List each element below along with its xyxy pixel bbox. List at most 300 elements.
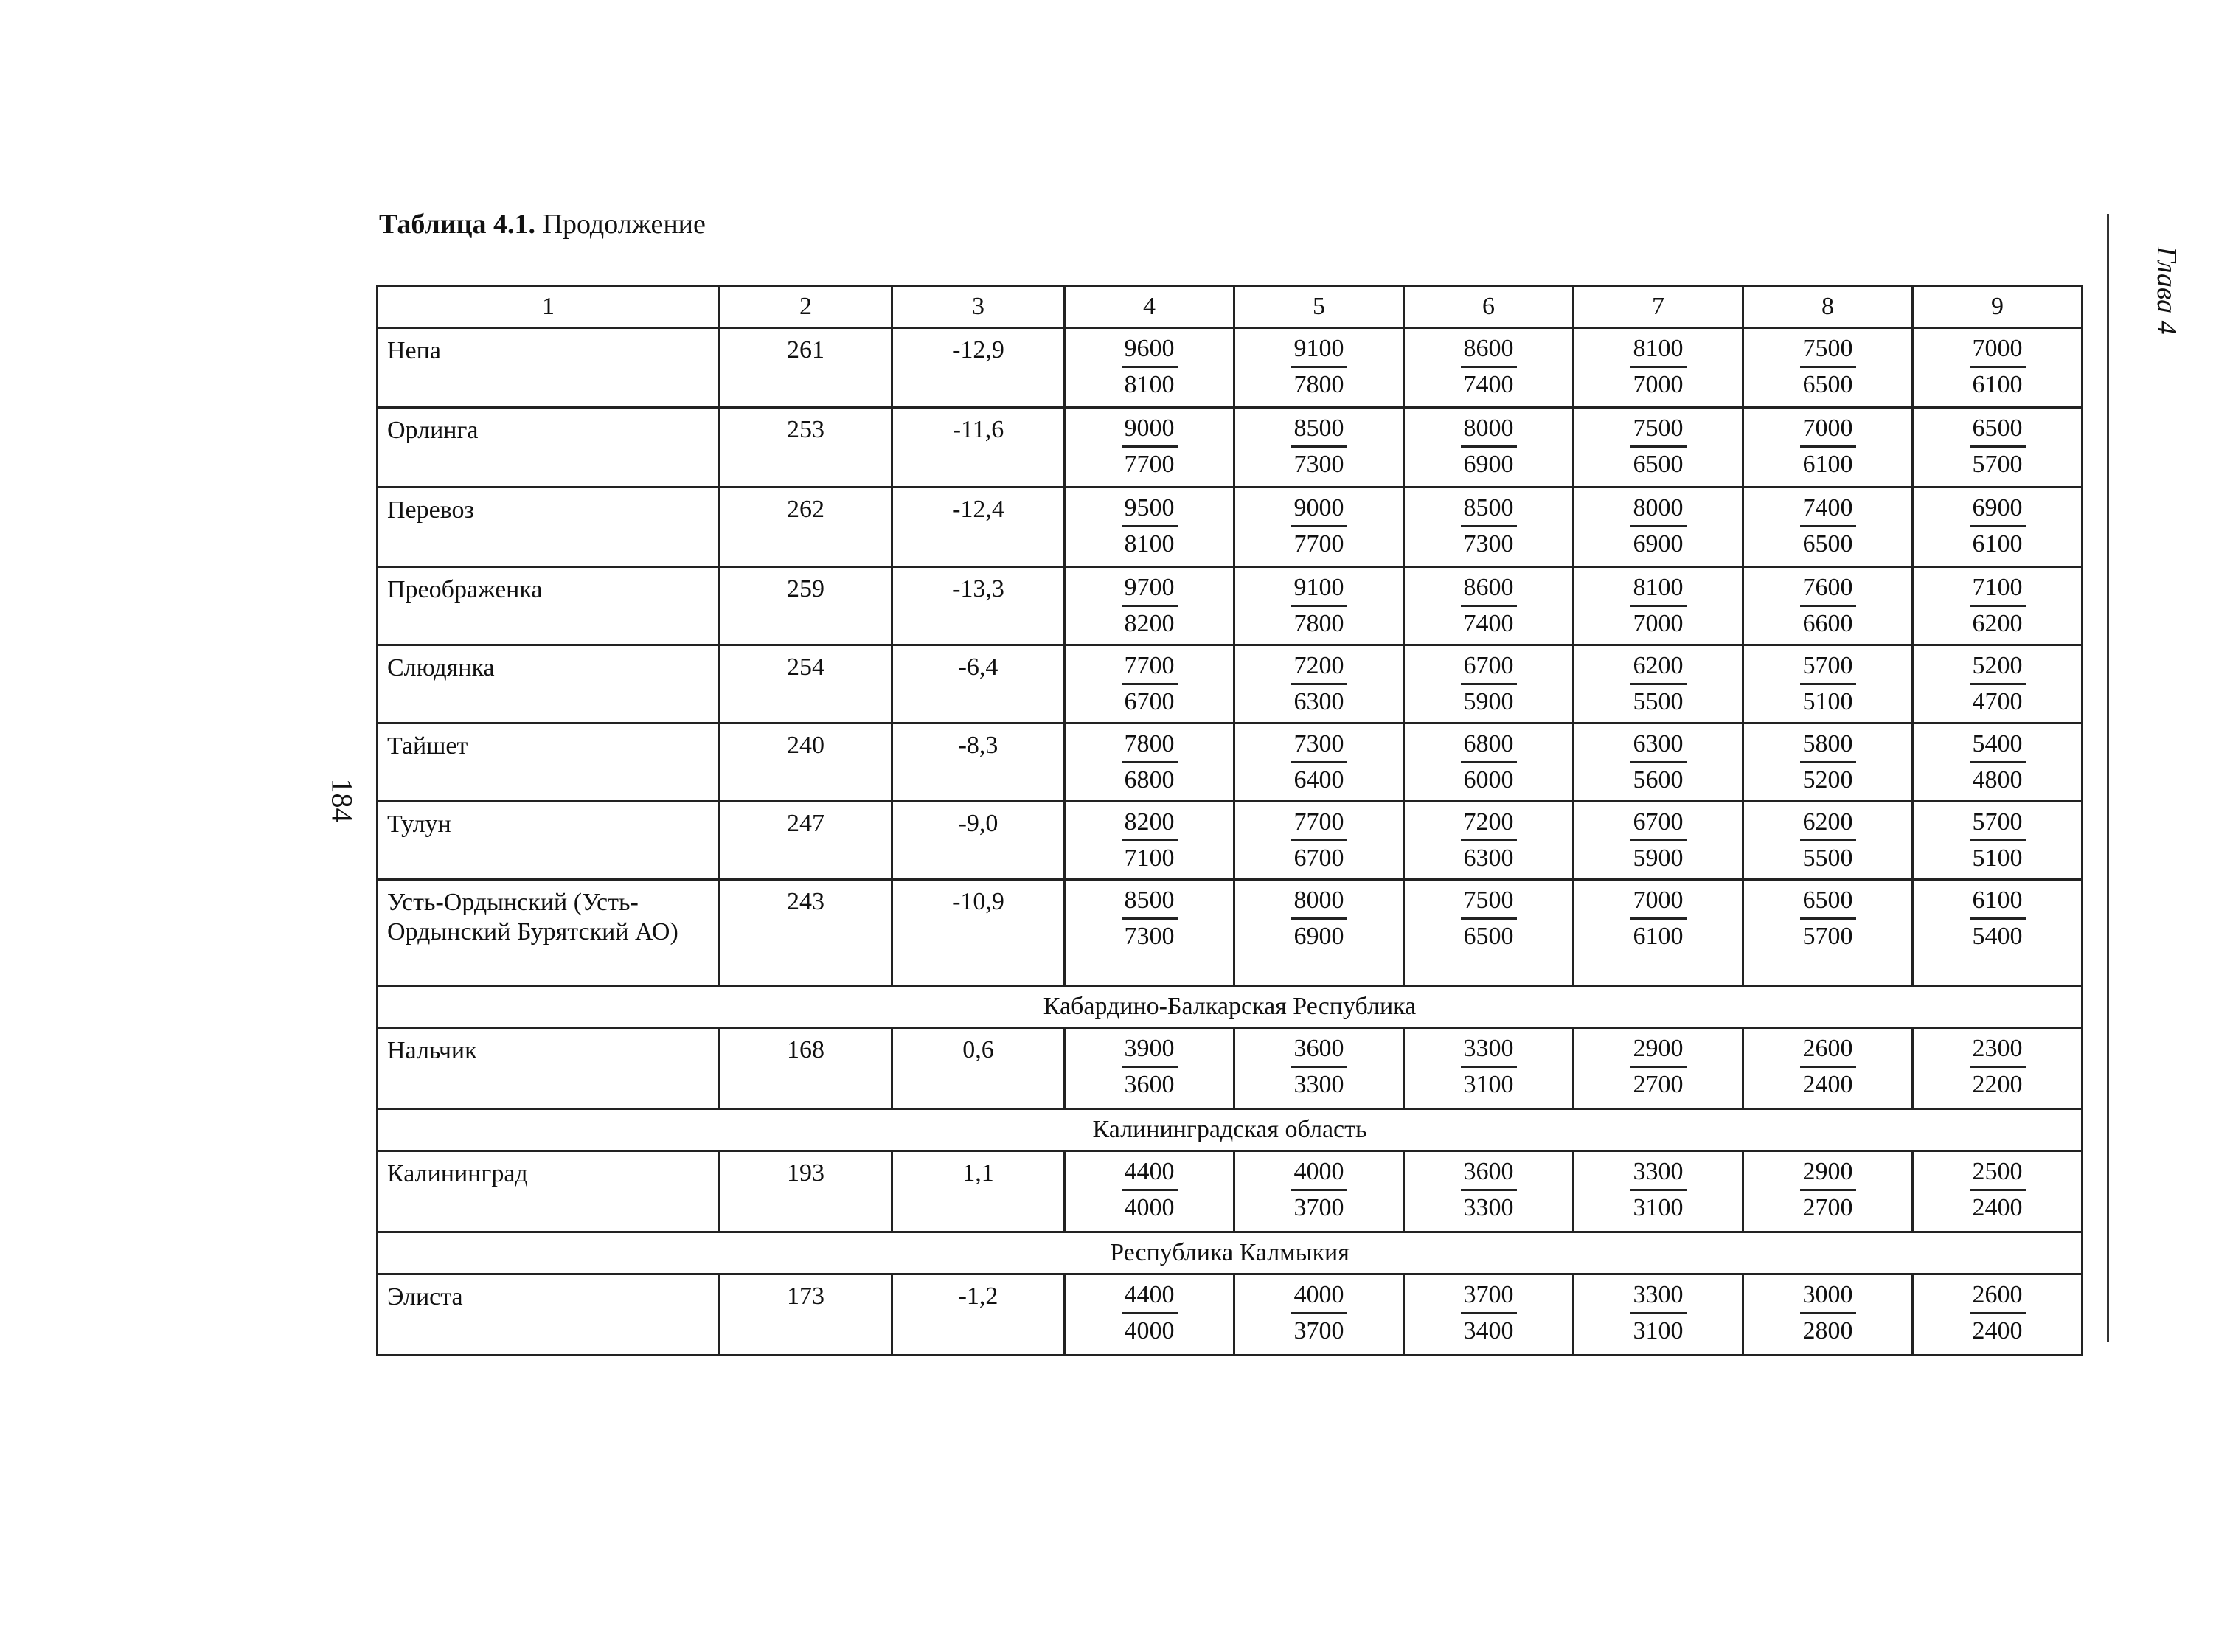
table-row <box>378 487 2083 567</box>
fraction-cell <box>1913 1274 2083 1356</box>
station-name: Непа <box>378 328 720 408</box>
fraction <box>1461 335 1517 399</box>
fraction-cell <box>1065 1028 1234 1109</box>
fraction-denominator: 7800 <box>1293 371 1344 398</box>
fraction <box>1630 652 1687 716</box>
value-col-3: -13,3 <box>892 567 1065 645</box>
fraction-denominator: 6500 <box>1802 530 1853 558</box>
fraction-numerator: 9500 <box>1122 494 1178 527</box>
fraction-cell <box>1065 1274 1234 1356</box>
fraction-cell <box>1404 328 1574 408</box>
fraction-cell <box>1743 1151 1913 1232</box>
fraction-cell <box>1065 802 1234 880</box>
value-col-2: 253 <box>720 408 892 487</box>
fraction-cell <box>1404 645 1574 723</box>
fraction-numerator: 5400 <box>1970 730 2026 763</box>
value-col-2: 247 <box>720 802 892 880</box>
fraction-denominator: 3100 <box>1463 1071 1514 1098</box>
region-row <box>378 986 2083 1028</box>
fraction <box>1970 808 2026 872</box>
fraction-numerator: 8500 <box>1122 886 1178 920</box>
fraction-denominator: 2800 <box>1802 1317 1853 1344</box>
fraction-denominator: 2400 <box>1972 1194 2023 1221</box>
fraction-numerator: 7400 <box>1800 494 1856 527</box>
fraction-numerator: 5700 <box>1800 652 1856 685</box>
fraction <box>1800 1158 1856 1222</box>
fraction <box>1461 414 1517 479</box>
fraction-numerator: 6100 <box>1970 886 2026 920</box>
fraction-denominator: 4700 <box>1972 688 2023 715</box>
fraction-denominator: 7300 <box>1463 530 1514 558</box>
fraction-cell <box>1743 802 1913 880</box>
column-header: 3 <box>892 286 1065 328</box>
fraction-numerator: 2600 <box>1970 1281 2026 1314</box>
fraction-denominator: 3100 <box>1633 1317 1684 1344</box>
fraction-denominator: 3300 <box>1463 1194 1514 1221</box>
fraction <box>1800 1281 1856 1345</box>
table-row <box>378 1028 2083 1109</box>
column-header: 5 <box>1234 286 1404 328</box>
fraction <box>1630 335 1687 399</box>
value-col-3: -6,4 <box>892 645 1065 723</box>
fraction-denominator: 7800 <box>1293 610 1344 637</box>
fraction <box>1630 808 1687 872</box>
fraction-denominator: 5100 <box>1802 688 1853 715</box>
column-header: 8 <box>1743 286 1913 328</box>
fraction-cell <box>1404 802 1574 880</box>
station-name: Нальчик <box>378 1028 720 1109</box>
table-row <box>378 1151 2083 1232</box>
fraction-cell <box>1065 487 1234 567</box>
fraction-cell <box>1065 880 1234 986</box>
fraction-cell <box>1234 328 1404 408</box>
fraction-cell <box>1743 1274 1913 1356</box>
fraction-denominator: 6900 <box>1633 530 1684 558</box>
fraction-denominator: 4000 <box>1124 1194 1175 1221</box>
fraction-denominator: 6600 <box>1802 610 1853 637</box>
fraction-denominator: 2700 <box>1633 1071 1684 1098</box>
fraction-denominator: 6300 <box>1293 688 1344 715</box>
value-col-3: -9,0 <box>892 802 1065 880</box>
fraction-denominator: 6500 <box>1633 451 1684 478</box>
table-row <box>378 408 2083 487</box>
fraction-denominator: 6100 <box>1972 530 2023 558</box>
fraction <box>1122 652 1178 716</box>
fraction-numerator: 3600 <box>1291 1035 1347 1068</box>
fraction <box>1800 335 1856 399</box>
fraction <box>1630 1035 1687 1099</box>
fraction-numerator: 9700 <box>1122 574 1178 607</box>
fraction-cell <box>1065 408 1234 487</box>
fraction <box>1970 1035 2026 1099</box>
fraction-cell <box>1913 723 2083 802</box>
fraction-numerator: 3300 <box>1630 1158 1687 1191</box>
fraction <box>1461 494 1517 558</box>
fraction-denominator: 2700 <box>1802 1194 1853 1221</box>
chapter-rule <box>2107 214 2109 1342</box>
fraction-cell <box>1743 723 1913 802</box>
fraction-cell <box>1574 880 1743 986</box>
fraction-denominator: 7000 <box>1633 610 1684 637</box>
station-name: Калининград <box>378 1151 720 1232</box>
fraction <box>1630 886 1687 951</box>
fraction <box>1122 1281 1178 1345</box>
fraction-denominator: 3100 <box>1633 1194 1684 1221</box>
fraction-numerator: 7500 <box>1461 886 1517 920</box>
fraction-denominator: 6300 <box>1463 844 1514 872</box>
column-header: 9 <box>1913 286 2083 328</box>
fraction-numerator: 7600 <box>1800 574 1856 607</box>
fraction <box>1970 1281 2026 1345</box>
fraction-numerator: 6800 <box>1461 730 1517 763</box>
fraction <box>1630 574 1687 638</box>
table-row <box>378 880 2083 986</box>
fraction-cell <box>1234 1274 1404 1356</box>
fraction <box>1291 574 1347 638</box>
table-row <box>378 802 2083 880</box>
fraction <box>1291 335 1347 399</box>
fraction <box>1970 574 2026 638</box>
fraction <box>1461 1035 1517 1099</box>
station-name: Тайшет <box>378 723 720 802</box>
fraction-denominator: 3600 <box>1124 1071 1175 1098</box>
value-col-2: 259 <box>720 567 892 645</box>
column-header: 7 <box>1574 286 1743 328</box>
fraction-denominator: 5700 <box>1802 923 1853 950</box>
fraction-denominator: 6200 <box>1972 610 2023 637</box>
fraction-cell <box>1065 567 1234 645</box>
fraction-denominator: 6100 <box>1802 451 1853 478</box>
fraction <box>1800 652 1856 716</box>
value-col-3: -12,4 <box>892 487 1065 567</box>
fraction-numerator: 3000 <box>1800 1281 1856 1314</box>
chapter-label: Глава 4 <box>2151 246 2182 335</box>
fraction-cell <box>1234 723 1404 802</box>
fraction-denominator: 7400 <box>1463 371 1514 398</box>
fraction <box>1291 730 1347 794</box>
fraction-numerator: 3300 <box>1630 1281 1687 1314</box>
fraction-cell <box>1913 328 2083 408</box>
fraction-numerator: 8600 <box>1461 574 1517 607</box>
fraction-numerator: 4000 <box>1291 1158 1347 1191</box>
column-header: 6 <box>1404 286 1574 328</box>
fraction-denominator: 7300 <box>1124 923 1175 950</box>
fraction-denominator: 3700 <box>1293 1194 1344 1221</box>
fraction-cell <box>1234 880 1404 986</box>
fraction-denominator: 7700 <box>1124 451 1175 478</box>
fraction-denominator: 5500 <box>1802 844 1853 872</box>
fraction-cell <box>1913 408 2083 487</box>
fraction-numerator: 9600 <box>1122 335 1178 368</box>
fraction-denominator: 6800 <box>1124 766 1175 794</box>
fraction <box>1122 1158 1178 1222</box>
fraction-numerator: 8200 <box>1122 808 1178 841</box>
fraction-numerator: 4400 <box>1122 1281 1178 1314</box>
fraction-cell <box>1574 645 1743 723</box>
fraction-numerator: 2500 <box>1970 1158 2026 1191</box>
fraction-cell <box>1743 645 1913 723</box>
fraction-cell <box>1743 487 1913 567</box>
fraction-cell <box>1234 487 1404 567</box>
fraction-cell <box>1574 487 1743 567</box>
fraction <box>1122 730 1178 794</box>
fraction-denominator: 3300 <box>1293 1071 1344 1098</box>
fraction-numerator: 8500 <box>1461 494 1517 527</box>
fraction-numerator: 3900 <box>1122 1035 1178 1068</box>
page-number: 184 <box>325 778 359 823</box>
fraction-cell <box>1574 1274 1743 1356</box>
fraction-numerator: 6200 <box>1630 652 1687 685</box>
fraction <box>1122 1035 1178 1099</box>
fraction-numerator: 9100 <box>1291 574 1347 607</box>
value-col-2: 173 <box>720 1274 892 1356</box>
fraction-numerator: 6200 <box>1800 808 1856 841</box>
fraction <box>1800 574 1856 638</box>
fraction-cell <box>1404 723 1574 802</box>
value-col-2: 261 <box>720 328 892 408</box>
fraction-numerator: 2300 <box>1970 1035 2026 1068</box>
fraction-numerator: 8000 <box>1461 414 1517 448</box>
fraction-numerator: 7500 <box>1800 335 1856 368</box>
fraction-cell <box>1574 802 1743 880</box>
fraction <box>1970 1158 2026 1222</box>
region-row <box>378 1232 2083 1274</box>
region-row <box>378 1109 2083 1151</box>
station-name: Преображенка <box>378 567 720 645</box>
fraction-denominator: 2200 <box>1972 1071 2023 1098</box>
fraction <box>1970 730 2026 794</box>
value-col-3: -11,6 <box>892 408 1065 487</box>
fraction <box>1122 414 1178 479</box>
fraction-numerator: 5700 <box>1970 808 2026 841</box>
fraction-numerator: 7000 <box>1630 886 1687 920</box>
fraction-denominator: 6400 <box>1293 766 1344 794</box>
fraction-numerator: 7500 <box>1630 414 1687 448</box>
fraction-cell <box>1574 1151 1743 1232</box>
fraction <box>1122 886 1178 951</box>
fraction-cell <box>1913 802 2083 880</box>
fraction-denominator: 6500 <box>1463 923 1514 950</box>
fraction-numerator: 6700 <box>1461 652 1517 685</box>
value-col-2: 254 <box>720 645 892 723</box>
fraction-denominator: 6000 <box>1463 766 1514 794</box>
fraction-numerator: 4400 <box>1122 1158 1178 1191</box>
fraction <box>1630 1281 1687 1345</box>
fraction-denominator: 4000 <box>1124 1317 1175 1344</box>
fraction-cell <box>1574 567 1743 645</box>
fraction <box>1630 730 1687 794</box>
value-col-3: -12,9 <box>892 328 1065 408</box>
fraction-numerator: 7700 <box>1291 808 1347 841</box>
fraction <box>1800 730 1856 794</box>
value-col-2: 240 <box>720 723 892 802</box>
fraction-cell <box>1234 408 1404 487</box>
fraction-numerator: 8100 <box>1630 335 1687 368</box>
fraction <box>1800 886 1856 951</box>
fraction <box>1291 652 1347 716</box>
fraction <box>1122 574 1178 638</box>
fraction-numerator: 5800 <box>1800 730 1856 763</box>
fraction <box>1800 1035 1856 1099</box>
value-col-3: -1,2 <box>892 1274 1065 1356</box>
fraction-denominator: 6900 <box>1293 923 1344 950</box>
fraction-numerator: 7800 <box>1122 730 1178 763</box>
fraction-denominator: 6900 <box>1463 451 1514 478</box>
fraction-numerator: 7200 <box>1461 808 1517 841</box>
value-col-2: 168 <box>720 1028 892 1109</box>
fraction-cell <box>1234 645 1404 723</box>
fraction-numerator: 3300 <box>1461 1035 1517 1068</box>
fraction-numerator: 7100 <box>1970 574 2026 607</box>
fraction-denominator: 5900 <box>1463 688 1514 715</box>
fraction-numerator: 9000 <box>1291 494 1347 527</box>
fraction-cell <box>1574 723 1743 802</box>
fraction-denominator: 6100 <box>1972 371 2023 398</box>
fraction-numerator: 6500 <box>1970 414 2026 448</box>
fraction-denominator: 4800 <box>1972 766 2023 794</box>
fraction-numerator: 7300 <box>1291 730 1347 763</box>
fraction <box>1291 1281 1347 1345</box>
region-name: Республика Калмыкия <box>378 1232 2083 1274</box>
fraction-cell <box>1234 802 1404 880</box>
value-col-3: 0,6 <box>892 1028 1065 1109</box>
fraction-cell <box>1065 328 1234 408</box>
fraction <box>1291 886 1347 951</box>
fraction-cell <box>1404 567 1574 645</box>
fraction <box>1970 414 2026 479</box>
table-row <box>378 1274 2083 1356</box>
fraction-numerator: 2900 <box>1800 1158 1856 1191</box>
fraction-numerator: 9100 <box>1291 335 1347 368</box>
fraction <box>1970 886 2026 951</box>
fraction-numerator: 6700 <box>1630 808 1687 841</box>
fraction-denominator: 5100 <box>1972 844 2023 872</box>
fraction-cell <box>1404 1274 1574 1356</box>
fraction-denominator: 5200 <box>1802 766 1853 794</box>
fraction-cell <box>1913 1151 2083 1232</box>
fraction-cell <box>1065 723 1234 802</box>
fraction-numerator: 6900 <box>1970 494 2026 527</box>
fraction-denominator: 3400 <box>1463 1317 1514 1344</box>
fraction-numerator: 3700 <box>1461 1281 1517 1314</box>
table-row <box>378 723 2083 802</box>
fraction-cell <box>1913 880 2083 986</box>
fraction-numerator: 6500 <box>1800 886 1856 920</box>
fraction-denominator: 2400 <box>1802 1071 1853 1098</box>
fraction-denominator: 5700 <box>1972 451 2023 478</box>
fraction <box>1630 1158 1687 1222</box>
fraction <box>1461 652 1517 716</box>
table-body <box>378 286 2083 1356</box>
fraction-denominator: 7000 <box>1633 371 1684 398</box>
fraction-cell <box>1404 1028 1574 1109</box>
fraction-cell <box>1065 645 1234 723</box>
region-name: Калининградская область <box>378 1109 2083 1151</box>
value-col-3: 1,1 <box>892 1151 1065 1232</box>
fraction-cell <box>1913 645 2083 723</box>
fraction-cell <box>1913 567 2083 645</box>
fraction <box>1970 652 2026 716</box>
fraction <box>1800 494 1856 558</box>
fraction-denominator: 8100 <box>1124 371 1175 398</box>
table-row <box>378 645 2083 723</box>
fraction <box>1291 808 1347 872</box>
fraction-denominator: 7100 <box>1124 844 1175 872</box>
value-col-2: 262 <box>720 487 892 567</box>
fraction <box>1800 414 1856 479</box>
fraction-denominator: 3700 <box>1293 1317 1344 1344</box>
column-header: 4 <box>1065 286 1234 328</box>
fraction-denominator: 8200 <box>1124 610 1175 637</box>
fraction-cell <box>1234 1151 1404 1232</box>
fraction-denominator: 8100 <box>1124 530 1175 558</box>
fraction-denominator: 5500 <box>1633 688 1684 715</box>
fraction <box>1461 1158 1517 1222</box>
fraction-numerator: 2900 <box>1630 1035 1687 1068</box>
fraction <box>1800 808 1856 872</box>
fraction-cell <box>1234 567 1404 645</box>
fraction-denominator: 7700 <box>1293 530 1344 558</box>
fraction <box>1291 494 1347 558</box>
fraction <box>1461 574 1517 638</box>
fraction-cell <box>1404 880 1574 986</box>
fraction-cell <box>1065 1151 1234 1232</box>
fraction-cell <box>1743 1028 1913 1109</box>
fraction <box>1461 1281 1517 1345</box>
fraction <box>1122 808 1178 872</box>
fraction <box>1970 494 2026 558</box>
station-name: Элиста <box>378 1274 720 1356</box>
fraction <box>1630 414 1687 479</box>
station-name: Перевоз <box>378 487 720 567</box>
fraction-denominator: 2400 <box>1972 1317 2023 1344</box>
column-header: 1 <box>378 286 720 328</box>
fraction-cell <box>1913 1028 2083 1109</box>
fraction <box>1630 494 1687 558</box>
fraction <box>1291 414 1347 479</box>
fraction-numerator: 4000 <box>1291 1281 1347 1314</box>
fraction-numerator: 7700 <box>1122 652 1178 685</box>
fraction-cell <box>1574 328 1743 408</box>
fraction-cell <box>1404 408 1574 487</box>
fraction-denominator: 6700 <box>1124 688 1175 715</box>
fraction-cell <box>1574 1028 1743 1109</box>
fraction-cell <box>1743 408 1913 487</box>
fraction-cell <box>1404 487 1574 567</box>
table-header-row <box>378 286 2083 328</box>
table-row <box>378 567 2083 645</box>
fraction-numerator: 8000 <box>1291 886 1347 920</box>
fraction-cell <box>1574 408 1743 487</box>
table-row <box>378 328 2083 408</box>
fraction-denominator: 6500 <box>1802 371 1853 398</box>
fraction-numerator: 7000 <box>1970 335 2026 368</box>
value-col-3: -8,3 <box>892 723 1065 802</box>
fraction-cell <box>1743 880 1913 986</box>
value-col-2: 193 <box>720 1151 892 1232</box>
station-name: Тулун <box>378 802 720 880</box>
table-caption-text: Продолжение <box>542 209 706 240</box>
fraction-denominator: 6100 <box>1633 923 1684 950</box>
region-name: Кабардино-Балкарская Республика <box>378 986 2083 1028</box>
table-caption <box>379 208 706 240</box>
fraction <box>1461 808 1517 872</box>
fraction-numerator: 3600 <box>1461 1158 1517 1191</box>
data-table <box>376 285 2083 1356</box>
fraction-denominator: 7300 <box>1293 451 1344 478</box>
fraction-cell <box>1404 1151 1574 1232</box>
fraction-numerator: 2600 <box>1800 1035 1856 1068</box>
